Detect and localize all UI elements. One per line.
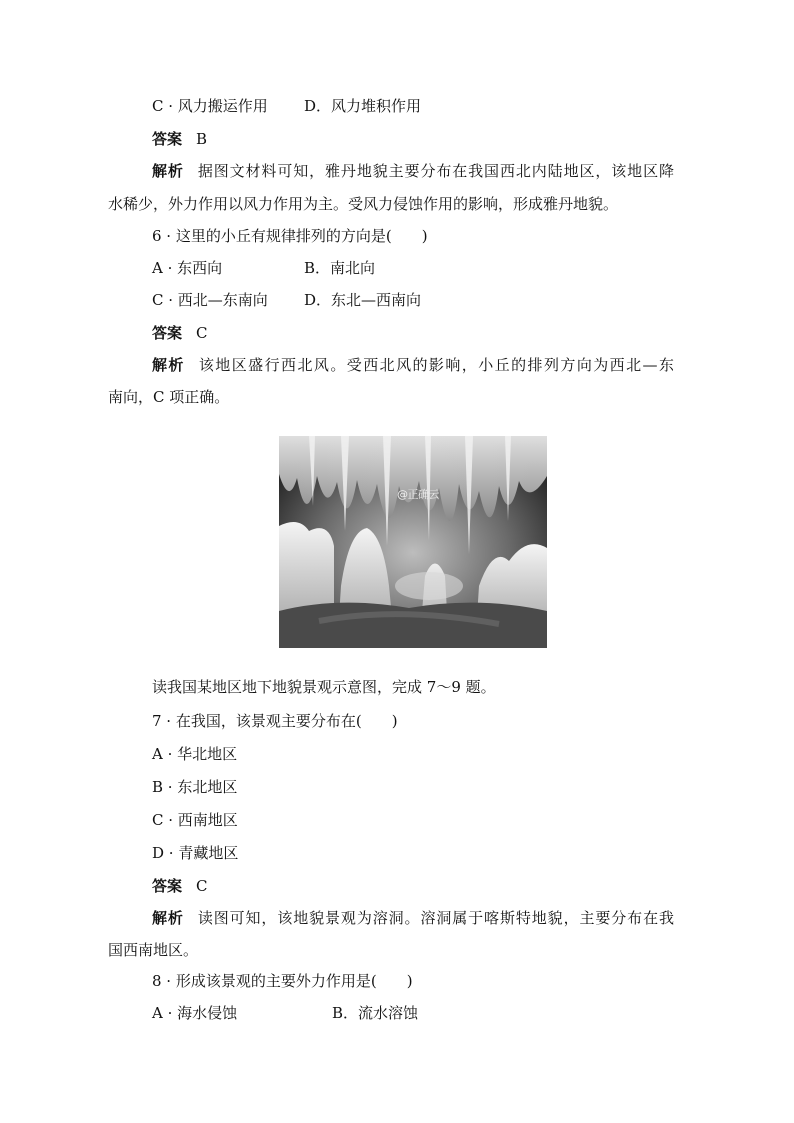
analysis-text: 读图可知，该地貌景观为溶洞。溶洞属于喀斯特地貌，主要分布在我 <box>197 909 674 927</box>
cave-photo <box>279 436 547 648</box>
q7-stem: 7 · 在我国，该景观主要分布在( ) <box>152 712 398 730</box>
q6-option-a: A · 东西向 <box>152 259 223 277</box>
q8-option-a: A · 海水侵蚀 <box>152 1004 238 1022</box>
photo-watermark: @正确云 <box>397 488 439 501</box>
q7-option-b: B · 东北地区 <box>152 778 238 796</box>
q5-option-c: C · 风力搬运作用 <box>152 97 268 115</box>
answer-value: C <box>196 324 208 342</box>
answer-label: 答案 <box>152 130 183 148</box>
q5-analysis-line2: 水稀少，外力作用以风力作用为主。受风力侵蚀作用的影响，形成雅丹地貌。 <box>108 195 619 213</box>
analysis-text: 据图文材料可知，雅丹地貌主要分布在我国西北内陆地区，该地区降 <box>197 162 674 180</box>
analysis-label: 解析 <box>152 356 185 374</box>
q6-stem: 6 · 这里的小丘有规律排列的方向是( ) <box>152 227 428 245</box>
analysis-label: 解析 <box>152 162 184 180</box>
q6-option-c: C · 西北—东南向 <box>152 291 268 309</box>
analysis-text: 该地区盛行西北风。受西北风的影响，小丘的排列方向为西北—东 <box>198 356 674 374</box>
answer-label: 答案 <box>152 877 183 895</box>
q5-option-d: D．风力堆积作用 <box>304 97 422 115</box>
answer-value: B <box>196 130 208 148</box>
q6-answer <box>152 323 208 343</box>
q7-option-a: A · 华北地区 <box>152 745 238 763</box>
q6-option-d: D．东北—西南向 <box>304 291 422 309</box>
q5-analysis-line1 <box>152 161 674 181</box>
q7-answer <box>152 876 208 896</box>
q6-analysis-line2: 南向，C 项正确。 <box>108 388 230 406</box>
q6-option-b: B．南北向 <box>304 259 376 277</box>
q8-stem: 8 · 形成该景观的主要外力作用是( ) <box>152 972 413 990</box>
q8-option-b: B．流水溶蚀 <box>332 1004 419 1022</box>
answer-value: C <box>196 877 208 895</box>
cave-illustration <box>279 436 547 648</box>
intro-text: 读我国某地区地下地貌景观示意图，完成 7～9 题。 <box>152 678 496 696</box>
q6-analysis-line1 <box>152 355 674 375</box>
q5-answer <box>152 129 207 149</box>
answer-label: 答案 <box>152 324 183 342</box>
q7-option-d: D · 青藏地区 <box>152 844 239 862</box>
q7-option-c: C · 西南地区 <box>152 811 238 829</box>
q7-analysis-line1 <box>152 908 674 928</box>
analysis-label: 解析 <box>152 909 184 927</box>
q7-analysis-line2: 国西南地区。 <box>108 941 199 959</box>
